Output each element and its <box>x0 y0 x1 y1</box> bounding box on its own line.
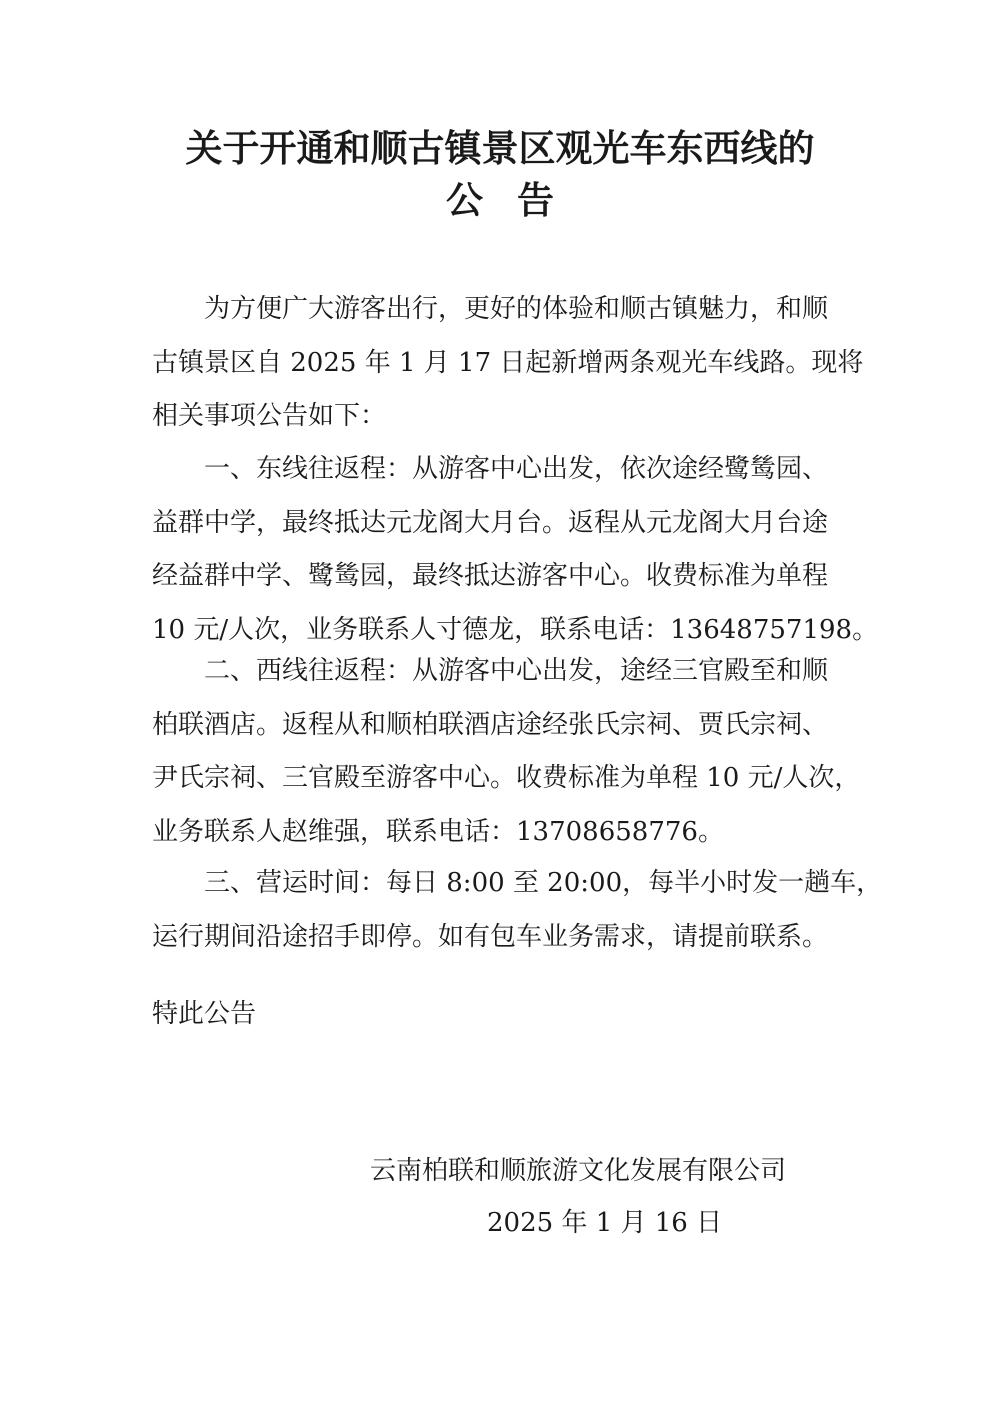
paragraph-line: 经益群中学、鹭鸶园，最终抵达游客中心。收费标准为单程 <box>152 561 829 592</box>
closing-text: 特此公告 <box>152 999 257 1029</box>
signing-date: 2025 年 1 月 16 日 <box>487 1208 723 1238</box>
paragraph-line: 业务联系人赵维强，联系电话：13708658776。 <box>152 816 724 847</box>
paragraph-line: 益群中学，最终抵达元龙阁大月台。返程从元龙阁大月台途 <box>152 507 829 538</box>
paragraph-line: 三、营运时间：每日 8:00 至 20:00，每半小时发一趟车， <box>204 868 883 898</box>
signer-organization: 云南柏联和顺旅游文化发展有限公司 <box>370 1156 787 1186</box>
paragraph-line: 二、西线往返程：从游客中心出发，途经三官殿至和顺 <box>204 656 829 686</box>
paragraph-east-line <box>152 443 879 657</box>
paragraph-intro <box>152 283 864 444</box>
paragraph-line: 古镇景区自 2025 年 1 月 17 日起新增两条观光车线路。现将 <box>152 347 864 378</box>
paragraph-line: 运行期间沿途招手即停。如有包车业务需求，请提前联系。 <box>152 921 829 952</box>
paragraph-line: 为方便广大游客出行，更好的体验和顺古镇魅力，和顺 <box>204 294 829 324</box>
paragraph-west-line <box>152 645 861 859</box>
paragraph-line: 柏联酒店。返程从和顺柏联酒店途经张氏宗祠、贾氏宗祠、 <box>152 709 829 740</box>
document-title: 关于开通和顺古镇景区观光车东西线的 <box>185 127 815 170</box>
paragraph-line: 一、东线往返程：从游客中心出发，依次途经鹭鸶园、 <box>204 454 829 484</box>
paragraph-operating-hours <box>152 857 883 964</box>
paragraph-line: 尹氏宗祠、三官殿至游客中心。收费标准为单程 10 元/人次， <box>152 763 861 794</box>
paragraph-line: 相关事项公告如下： <box>152 401 387 432</box>
document-title-notice: 公告 <box>446 179 588 222</box>
paragraph-line: 10 元/人次，业务联系人寸德龙，联系电话：13648757198。 <box>152 614 879 645</box>
